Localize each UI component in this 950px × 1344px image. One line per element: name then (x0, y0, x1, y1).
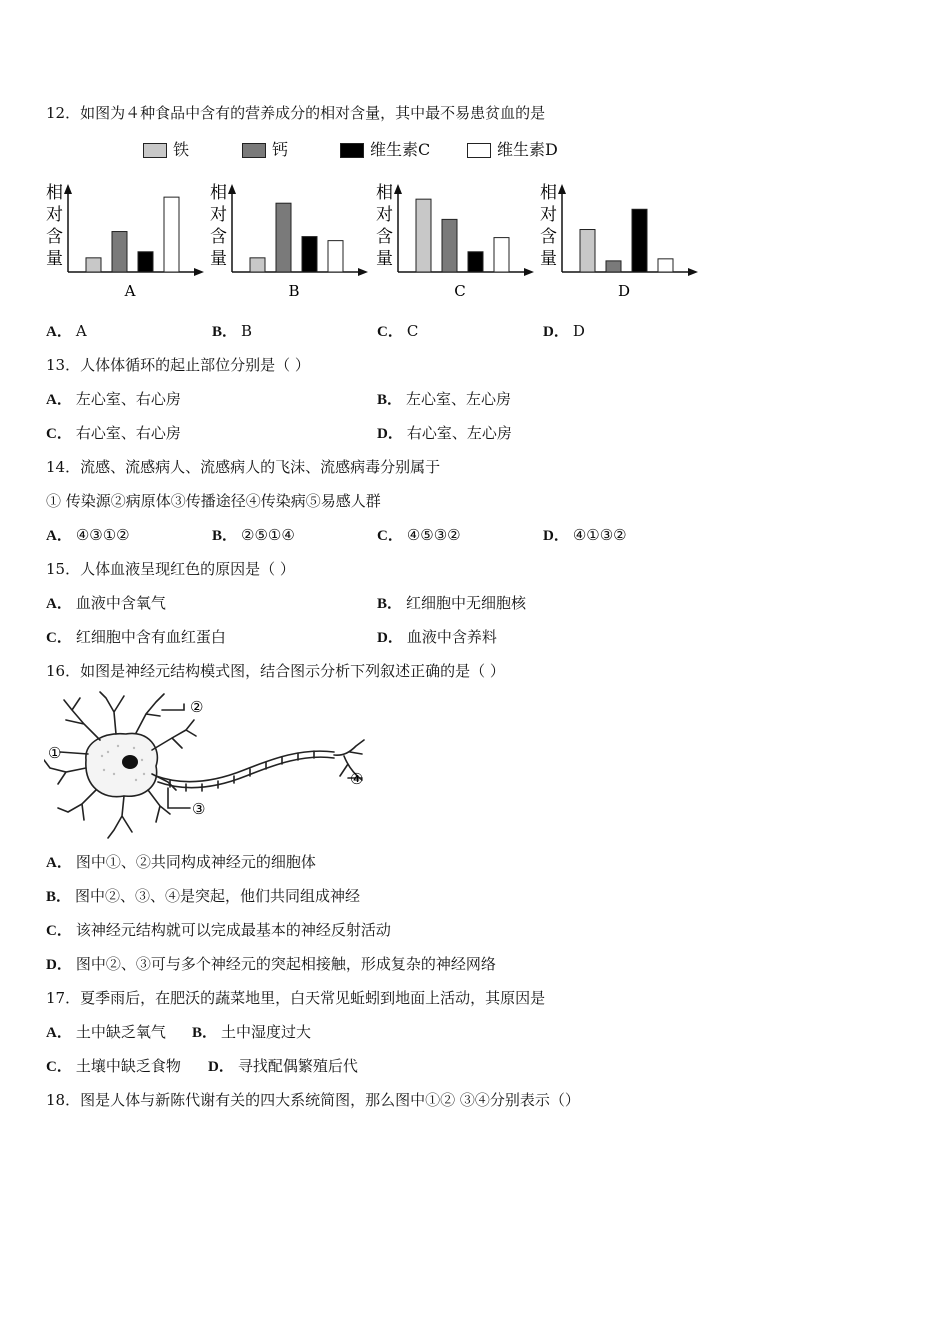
legend-item-vitamin-c (340, 137, 430, 160)
q14-option-d[interactable] (543, 524, 627, 545)
q16-option-b[interactable] (46, 885, 360, 906)
neuron-label-2: ② (190, 698, 204, 716)
x-axis-arrow (524, 268, 534, 276)
option-letter: C． (46, 1059, 72, 1075)
option-text: 土壤中缺乏食物 (75, 1057, 181, 1075)
y-axis-label-char: 对 (540, 205, 557, 225)
legend-label: 铁 (173, 140, 190, 159)
y-axis-label-char: 量 (376, 249, 393, 269)
x-axis-arrow (358, 268, 368, 276)
y-axis-label-char: 含 (376, 227, 393, 247)
nucleus (122, 755, 138, 769)
option-letter: C． (377, 324, 403, 340)
option-letter: A． (46, 324, 72, 340)
y-axis-label-char: 量 (46, 249, 63, 269)
option-letter: D． (377, 426, 403, 442)
category-label: A (124, 282, 136, 300)
category-label: D (617, 282, 631, 300)
option-text: ④⑤③② (406, 526, 461, 544)
option-letter: B． (192, 1025, 218, 1041)
option-text: 血液中含养料 (406, 628, 497, 646)
option-letter: B． (377, 392, 403, 408)
y-axis-label-char: 含 (210, 227, 227, 247)
y-axis-label-char: 相 (540, 183, 557, 203)
bar (416, 199, 431, 272)
option-letter: C． (46, 923, 72, 939)
bar (658, 259, 673, 272)
y-axis-arrow (228, 184, 236, 194)
q17-option-c[interactable] (46, 1055, 181, 1076)
q15-option-a[interactable] (46, 592, 166, 613)
q16-option-c[interactable] (46, 919, 391, 940)
option-letter: D． (543, 528, 569, 544)
q14-stem: 14．流感、流感病人、流感病人的飞沫、流感病毒分别属于 (46, 458, 441, 476)
chart-legend (0, 137, 950, 159)
q12-option-b[interactable] (212, 320, 252, 341)
y-axis-label-char: 含 (540, 227, 557, 247)
y-axis-label-char: 对 (376, 205, 393, 225)
q14-option-a[interactable] (46, 524, 130, 545)
option-text: A (75, 322, 87, 340)
option-text: 图中②、③、④是突起，他们共同组成神经 (75, 887, 361, 905)
option-text: 血液中含氧气 (75, 594, 166, 612)
category-label: C (454, 282, 466, 300)
legend-swatch-vitamin-d (467, 143, 491, 158)
option-letter: D． (377, 630, 403, 646)
bar (164, 197, 179, 272)
option-text: 图中①、②共同构成神经元的细胞体 (75, 853, 316, 871)
neuron-diagram (44, 690, 374, 840)
option-letter: D． (46, 957, 72, 973)
bar (276, 203, 291, 272)
y-axis-label-char: 对 (210, 205, 227, 225)
bar (86, 258, 101, 272)
y-axis-label-char: 相 (46, 183, 63, 203)
q15-option-b[interactable] (377, 592, 526, 613)
legend-label: 钙 (272, 140, 289, 159)
neuron-label-4: ④ (350, 770, 364, 788)
bar (468, 252, 483, 272)
option-text: 红细胞中含有血红蛋白 (75, 628, 226, 646)
option-letter: B． (377, 596, 403, 612)
q18-stem: 18．图是人体与新陈代谢有关的四大系统简图，那么图中①② ③④分别表示（） (46, 1091, 580, 1109)
option-letter: A． (46, 596, 72, 612)
q14-option-b[interactable] (212, 524, 295, 545)
option-text: 左心室、右心房 (75, 390, 181, 408)
y-axis-label-char: 对 (46, 205, 63, 225)
y-axis-arrow (394, 184, 402, 194)
option-letter: C． (46, 426, 72, 442)
option-text: D (572, 322, 585, 340)
q15-option-d[interactable] (377, 626, 497, 647)
option-text: 红细胞中无细胞核 (406, 594, 527, 612)
q17-option-b[interactable] (192, 1021, 311, 1042)
option-text: 图中②、③可与多个神经元的突起相接触，形成复杂的神经网络 (75, 955, 496, 973)
bar (494, 238, 509, 272)
q13-stem: 13．人体体循环的起止部位分别是（ ） (46, 356, 310, 374)
legend-swatch-vitamin-c (340, 143, 364, 158)
q12-option-d[interactable] (543, 320, 585, 341)
q12-option-c[interactable] (377, 320, 418, 341)
legend-item-calcium (242, 137, 288, 160)
option-text: 左心室、左心房 (406, 390, 512, 408)
neuron-label-1: ① (48, 744, 62, 762)
option-text: C (406, 322, 419, 340)
option-letter: C． (46, 630, 72, 646)
q17-option-d[interactable] (208, 1055, 358, 1076)
option-text: 土中湿度过大 (221, 1023, 312, 1041)
q13-option-c[interactable] (46, 422, 181, 443)
y-axis-label-char: 量 (210, 249, 227, 269)
option-letter: A． (46, 1025, 72, 1041)
option-text: 该神经元结构就可以完成最基本的神经反射活动 (75, 921, 391, 939)
legend-swatch-iron (143, 143, 167, 158)
q12-stem: 12．如图为４种食品中含有的营养成分的相对含量，其中最不易患贫血的是 (46, 104, 546, 122)
q17-option-a[interactable] (46, 1021, 166, 1042)
q16-stem: 16．如图是神经元结构模式图，结合图示分析下列叙述正确的是（ ） (46, 662, 505, 680)
bar (606, 261, 621, 272)
q17-stem: 17．夏季雨后，在肥沃的蔬菜地里，白天常见蚯蚓到地面上活动，其原因是 (46, 989, 546, 1007)
option-text: 右心室、左心房 (406, 424, 512, 442)
option-letter: A． (46, 855, 72, 871)
q12-option-a[interactable] (46, 320, 87, 341)
category-label: B (288, 282, 300, 300)
legend-item-vitamin-d (467, 137, 558, 160)
option-text: ④①③② (572, 526, 627, 544)
bar (302, 237, 317, 272)
option-text: 寻找配偶繁殖后代 (237, 1057, 358, 1075)
bar (328, 241, 343, 272)
option-text: 土中缺乏氧气 (75, 1023, 166, 1041)
neuron-label-3: ③ (192, 800, 206, 818)
y-axis-label-char: 相 (210, 183, 227, 203)
y-axis-label-char: 量 (540, 249, 557, 269)
q16-option-d[interactable] (46, 953, 496, 974)
bar (442, 219, 457, 272)
q14-choices-key: ① 传染源②病原体③传播途径④传染病⑤易感人群 (46, 492, 381, 510)
q13-option-b[interactable] (377, 388, 511, 409)
bar (138, 252, 153, 272)
x-axis-arrow (194, 268, 204, 276)
option-letter: B． (212, 528, 238, 544)
y-axis-label-char: 含 (46, 227, 63, 247)
bar (580, 230, 595, 272)
option-text: 右心室、右心房 (75, 424, 181, 442)
option-letter: A． (46, 392, 72, 408)
bar (250, 258, 265, 272)
option-letter: A． (46, 528, 72, 544)
q13-option-a[interactable] (46, 388, 181, 409)
y-axis-label-char: 相 (376, 183, 393, 203)
option-letter: D． (543, 324, 569, 340)
y-axis-arrow (558, 184, 566, 194)
bar (112, 232, 127, 272)
option-text: ④③①② (75, 526, 130, 544)
q16-option-a[interactable] (46, 851, 316, 872)
q15-option-c[interactable] (46, 626, 226, 647)
option-letter: B． (212, 324, 238, 340)
legend-label: 维生素C (370, 140, 431, 159)
bar (632, 209, 647, 272)
option-letter: D． (208, 1059, 234, 1075)
option-letter: C． (377, 528, 403, 544)
option-text: B (241, 322, 253, 340)
option-letter: B． (46, 889, 72, 905)
q15-stem: 15．人体血液呈现红色的原因是（ ） (46, 560, 295, 578)
nutrient-bar-charts (0, 178, 720, 308)
option-text: ②⑤①④ (241, 526, 295, 544)
y-axis-arrow (64, 184, 72, 194)
legend-swatch-calcium (242, 143, 266, 158)
legend-label: 维生素D (497, 140, 558, 159)
q14-option-c[interactable] (377, 524, 461, 545)
legend-item-iron (143, 137, 189, 160)
x-axis-arrow (688, 268, 698, 276)
q13-option-d[interactable] (377, 422, 512, 443)
